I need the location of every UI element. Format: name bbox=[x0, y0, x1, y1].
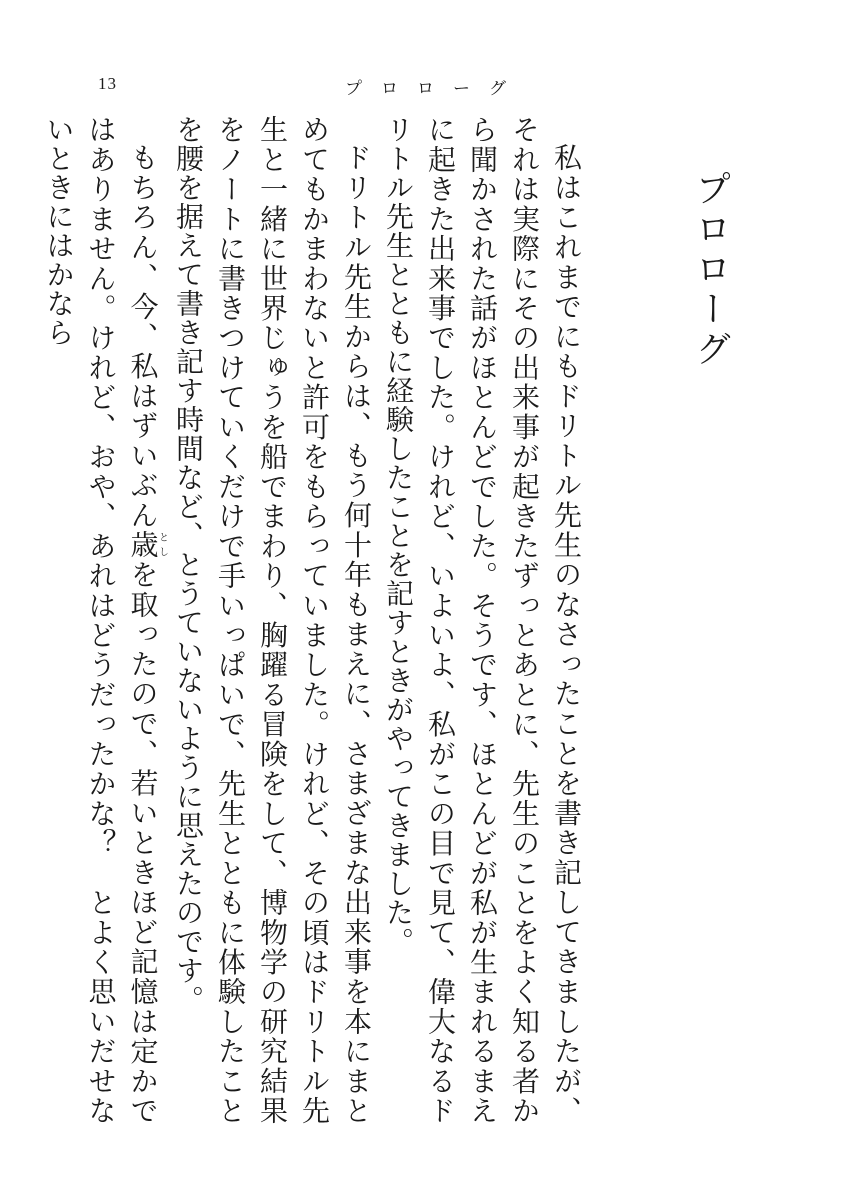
ruby-base: 歳 bbox=[126, 530, 160, 560]
ruby-text: とし bbox=[156, 530, 168, 560]
chapter-title: プロローグ bbox=[690, 170, 731, 370]
running-header bbox=[0, 74, 841, 98]
paragraph-3-text-before-ruby: もちろん、今、私はずいぶん bbox=[126, 143, 160, 531]
body-text bbox=[38, 115, 732, 1125]
ruby-annotation bbox=[126, 530, 168, 560]
running-title: プロローグ bbox=[345, 79, 525, 99]
page-number: 13 bbox=[98, 74, 117, 93]
paragraph-3 bbox=[38, 115, 168, 1125]
paragraph-1: 私はこれまでにもドリトル先生のなさったことを書き記してきましたが、それは実際にその出来事が起きたずっとあとに、先生のことをよく知る者から聞かされた話がほとんどでした。そうです、ほとんどが私が生まれるまえに起きた出来事でした。けれど、いよいよ、私がこの目で見て、偉大なるドリトル先生とともに経験したことを記すときがやってきました。 bbox=[382, 115, 583, 1126]
paragraph-2: ドリトル先生からは、もう何十年もまえに、さまざまな出来事を本にまとめてもかまわないと許可をもらっていました。けれど、その頃はドリトル先生と一緒に世界じゅうを船でまわり、胸躍る冒険をして、博物学の研究結果をノートに書きつけていくだけで手いっぱいで、先生とともに体験したことを腰を据えて書き記す時間など、とうていないように思えたのです。 bbox=[172, 115, 373, 1126]
paragraph-3-text-after-ruby: を取ったので、若いときほど記憶は定かではありません。けれど、おや、あれはどうだったかな？ とよく思いだせないときにはかなら bbox=[42, 115, 160, 1126]
